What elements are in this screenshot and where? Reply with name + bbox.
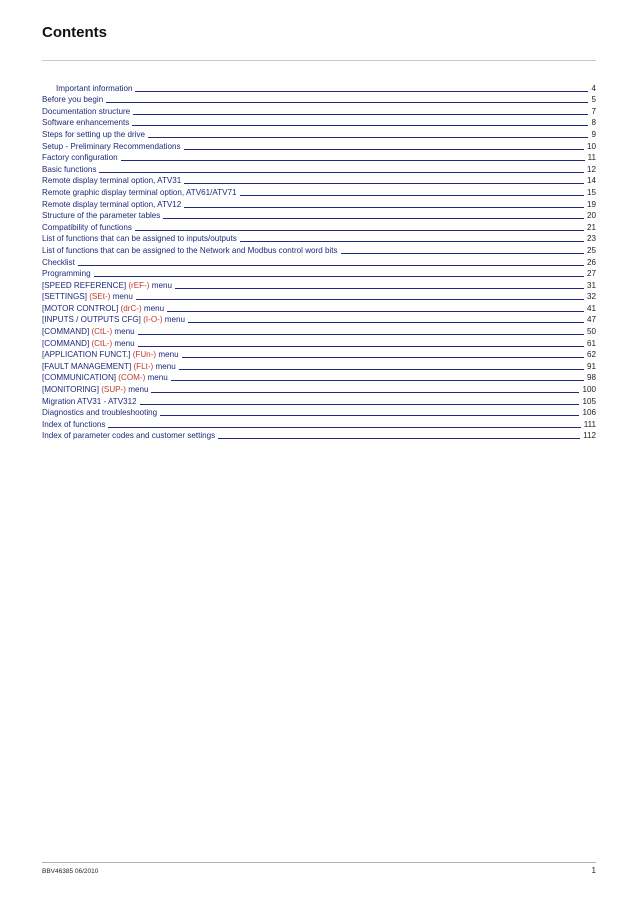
footer-divider bbox=[42, 862, 596, 863]
toc-entry[interactable] bbox=[42, 221, 596, 233]
toc-entry[interactable] bbox=[42, 175, 596, 187]
toc-entry-label bbox=[42, 292, 133, 302]
toc-entry[interactable] bbox=[42, 349, 596, 361]
toc-entry-text: Programming bbox=[42, 269, 91, 279]
toc-leader-line bbox=[138, 334, 584, 335]
toc-leader-line bbox=[179, 369, 584, 370]
toc-entry-text: menu bbox=[156, 350, 179, 360]
toc-entry-label bbox=[42, 408, 157, 418]
toc-entry[interactable] bbox=[42, 383, 596, 395]
toc-leader-line bbox=[78, 265, 584, 266]
toc-entry-label bbox=[42, 142, 181, 152]
toc-entry-page: 4 bbox=[591, 83, 596, 93]
toc-entry-text: menu bbox=[125, 385, 149, 395]
toc-entry-page: 25 bbox=[586, 245, 596, 255]
toc-entry-text: [MONITORING] bbox=[42, 385, 102, 395]
toc-leader-line bbox=[121, 160, 585, 161]
toc-entry-label bbox=[42, 315, 185, 325]
toc-entry-text: Setup - Preliminary Recommendations bbox=[42, 141, 181, 151]
toc-entry-text: List of functions that can be assigned to inputs/outputs bbox=[42, 234, 237, 244]
toc-entry-page: 98 bbox=[586, 373, 596, 383]
toc-entry-label bbox=[42, 385, 148, 395]
toc-leader-line bbox=[184, 149, 584, 150]
toc-entry-label bbox=[42, 211, 160, 221]
toc-entry-text: menu bbox=[110, 292, 133, 302]
toc-entry[interactable] bbox=[42, 82, 596, 94]
toc-entry-text: Migration ATV31 - ATV312 bbox=[42, 396, 137, 406]
toc-entry-page: 11 bbox=[587, 153, 596, 163]
toc-entry[interactable] bbox=[42, 105, 596, 117]
footer-doc-reference: BBV46385 06/2010 bbox=[42, 868, 99, 875]
toc-entry[interactable] bbox=[42, 94, 596, 106]
toc-entry[interactable] bbox=[42, 268, 596, 280]
toc-leader-line bbox=[184, 183, 584, 184]
toc-entry-label bbox=[42, 200, 181, 210]
toc-entry-text: [MOTOR CONTROL] bbox=[42, 303, 121, 313]
toc-entry-text: [COMMAND] bbox=[42, 327, 92, 337]
toc-entry-text: Remote display terminal option, ATV12 bbox=[42, 199, 182, 209]
toc-entry-text: menu bbox=[112, 327, 135, 337]
toc-entry[interactable] bbox=[42, 279, 596, 291]
toc-entry-text: Diagnostics and troubleshooting bbox=[42, 408, 158, 418]
toc-entry-page: 9 bbox=[591, 129, 596, 139]
toc-entry[interactable] bbox=[42, 140, 596, 152]
toc-entry-page: 26 bbox=[586, 257, 596, 267]
toc-entry-text: Index of functions bbox=[42, 419, 106, 429]
toc-entry-text: Software enhancements bbox=[42, 118, 130, 128]
toc-entry-label bbox=[42, 258, 75, 268]
toc-entry[interactable] bbox=[42, 198, 596, 210]
toc-entry[interactable] bbox=[42, 163, 596, 175]
toc-leader-line bbox=[140, 404, 580, 405]
toc-entry-page: 105 bbox=[582, 396, 596, 406]
toc-entry-label bbox=[42, 269, 91, 279]
toc-entry[interactable] bbox=[42, 233, 596, 245]
toc-entry-label bbox=[42, 246, 338, 256]
toc-entry[interactable] bbox=[42, 337, 596, 349]
toc-entry[interactable] bbox=[42, 430, 596, 442]
toc-entry-text: Remote display terminal option, ATV31 bbox=[42, 176, 182, 186]
toc-entry[interactable] bbox=[42, 186, 596, 198]
toc-entry-label bbox=[42, 431, 215, 441]
toc-entry-text: menu bbox=[141, 303, 165, 313]
toc-entry-label bbox=[42, 350, 179, 360]
toc-entry-label bbox=[42, 118, 129, 128]
toc-entry-label bbox=[42, 420, 105, 430]
toc-leader-line bbox=[133, 114, 588, 115]
toc-entry-page: 8 bbox=[591, 118, 596, 128]
toc-entry-label bbox=[42, 130, 145, 140]
toc-entry-text: menu bbox=[145, 373, 168, 383]
toc-leader-line bbox=[240, 195, 584, 196]
toc-entry-page: 61 bbox=[586, 338, 596, 348]
toc-entry-label bbox=[42, 153, 118, 163]
toc-entry-code: (SEt-) bbox=[89, 292, 111, 302]
toc-entry-text: Compatibility of functions bbox=[42, 222, 132, 232]
toc-entry-code: (rEF-) bbox=[128, 280, 150, 290]
toc-entry-code: (FLt-) bbox=[133, 361, 154, 371]
toc-entry[interactable] bbox=[42, 395, 596, 407]
toc-entry-code: (drC-) bbox=[120, 303, 142, 313]
toc-entry-text: [COMMAND] bbox=[42, 338, 92, 348]
toc-entry-text: List of functions that can be assigned to the Network and Modbus control word bits bbox=[42, 245, 338, 255]
toc-leader-line bbox=[218, 438, 580, 439]
toc-entry-code: (COM-) bbox=[118, 373, 146, 383]
toc-entry[interactable] bbox=[42, 372, 596, 384]
toc-entry-code: (FUn-) bbox=[132, 350, 157, 360]
toc-leader-line bbox=[163, 218, 584, 219]
toc-entry-page: 112 bbox=[583, 431, 596, 441]
toc-entry[interactable] bbox=[42, 117, 596, 129]
toc-entry-page: 31 bbox=[586, 280, 596, 290]
toc-leader-line bbox=[94, 276, 584, 277]
toc-leader-line bbox=[167, 311, 584, 312]
toc-entry-page: 62 bbox=[586, 350, 596, 360]
toc-entry-text: Important information bbox=[56, 83, 133, 93]
footer-page-number: 1 bbox=[591, 866, 596, 875]
table-of-contents bbox=[42, 82, 596, 441]
toc-entry-text: menu bbox=[162, 315, 186, 325]
toc-leader-line bbox=[182, 357, 584, 358]
toc-entry[interactable] bbox=[42, 407, 596, 419]
toc-entry-page: 15 bbox=[586, 187, 596, 197]
toc-entry-page: 106 bbox=[582, 408, 596, 418]
toc-entry-text: Steps for setting up the drive bbox=[42, 129, 146, 139]
toc-entry-page: 50 bbox=[586, 327, 596, 337]
toc-entry-label bbox=[42, 84, 132, 94]
toc-entry-text: menu bbox=[153, 361, 176, 371]
toc-entry-label bbox=[42, 397, 137, 407]
toc-leader-line bbox=[160, 415, 579, 416]
toc-entry[interactable] bbox=[42, 302, 596, 314]
toc-entry-text: [COMMUNICATION] bbox=[42, 373, 119, 383]
toc-entry-label bbox=[42, 281, 172, 291]
toc-entry-label bbox=[42, 107, 130, 117]
header-divider bbox=[42, 60, 596, 61]
toc-leader-line bbox=[135, 230, 584, 231]
toc-entry[interactable] bbox=[42, 314, 596, 326]
toc-entry-page: 23 bbox=[586, 234, 596, 244]
toc-entry-page: 20 bbox=[586, 211, 596, 221]
toc-entry-page: 41 bbox=[586, 303, 596, 313]
toc-entry-text: Structure of the parameter tables bbox=[42, 211, 161, 221]
toc-entry-page: 21 bbox=[586, 222, 596, 232]
toc-entry[interactable] bbox=[42, 152, 596, 164]
toc-leader-line bbox=[136, 299, 584, 300]
toc-entry[interactable] bbox=[42, 244, 596, 256]
toc-entry-code: (CtL-) bbox=[91, 327, 113, 337]
toc-entry-page: 47 bbox=[586, 315, 596, 325]
toc-leader-line bbox=[108, 427, 580, 428]
toc-entry-text: Before you begin bbox=[42, 95, 104, 105]
toc-leader-line bbox=[184, 207, 584, 208]
toc-entry-text: [APPLICATION FUNCT.] bbox=[42, 350, 133, 360]
toc-entry-page: 91 bbox=[586, 361, 596, 371]
toc-entry-label bbox=[42, 234, 237, 244]
toc-entry-code: (CtL-) bbox=[91, 338, 113, 348]
toc-entry-page: 100 bbox=[582, 385, 596, 395]
toc-entry-label bbox=[42, 223, 132, 233]
toc-entry-text: [INPUTS / OUTPUTS CFG] bbox=[42, 315, 144, 325]
toc-entry-text: Basic functions bbox=[42, 164, 97, 174]
toc-entry-label bbox=[42, 95, 103, 105]
toc-entry-page: 27 bbox=[586, 269, 596, 279]
toc-leader-line bbox=[132, 125, 588, 126]
toc-entry-text: Factory configuration bbox=[42, 153, 118, 163]
toc-leader-line bbox=[148, 137, 588, 138]
toc-leader-line bbox=[135, 91, 588, 92]
toc-leader-line bbox=[341, 253, 584, 254]
toc-entry-text: menu bbox=[149, 280, 172, 290]
toc-entry-label bbox=[42, 176, 181, 186]
toc-entry-text: Checklist bbox=[42, 257, 75, 267]
toc-entry-label bbox=[42, 165, 96, 175]
page-title: Contents bbox=[42, 24, 107, 41]
toc-entry-label bbox=[42, 373, 168, 383]
toc-entry-code: (SUP-) bbox=[101, 385, 126, 395]
toc-entry[interactable] bbox=[42, 291, 596, 303]
toc-entry-page: 5 bbox=[591, 95, 596, 105]
toc-entry-label bbox=[42, 188, 237, 198]
toc-entry-page: 12 bbox=[586, 164, 596, 174]
toc-leader-line bbox=[171, 380, 584, 381]
toc-leader-line bbox=[188, 322, 584, 323]
toc-entry-label bbox=[42, 304, 164, 314]
toc-entry-page: 19 bbox=[586, 199, 596, 209]
toc-entry-text: Remote graphic display terminal option, ATV61/ATV71 bbox=[42, 187, 237, 197]
toc-leader-line bbox=[138, 346, 584, 347]
toc-entry-text: [SETTINGS] bbox=[42, 292, 90, 302]
toc-entry-page: 7 bbox=[591, 106, 596, 116]
toc-entry-page: 111 bbox=[583, 419, 596, 429]
toc-entry[interactable] bbox=[42, 210, 596, 222]
toc-leader-line bbox=[99, 172, 584, 173]
toc-entry-label bbox=[42, 362, 176, 372]
toc-entry-page: 14 bbox=[586, 176, 596, 186]
toc-entry-text: menu bbox=[112, 338, 135, 348]
toc-entry[interactable] bbox=[42, 325, 596, 337]
toc-entry-text: [FAULT MANAGEMENT] bbox=[42, 361, 134, 371]
toc-entry-text: Index of parameter codes and customer settings bbox=[42, 431, 216, 441]
toc-leader-line bbox=[175, 288, 584, 289]
toc-entry-text: Documentation structure bbox=[42, 106, 131, 116]
toc-leader-line bbox=[151, 392, 579, 393]
toc-entry[interactable] bbox=[42, 360, 596, 372]
toc-entry-page: 10 bbox=[586, 141, 596, 151]
toc-leader-line bbox=[106, 102, 588, 103]
toc-entry[interactable] bbox=[42, 128, 596, 140]
toc-entry-text: [SPEED REFERENCE] bbox=[42, 280, 129, 290]
toc-entry-page: 32 bbox=[586, 292, 596, 302]
toc-leader-line bbox=[240, 241, 584, 242]
toc-entry-code: (I-O-) bbox=[143, 315, 163, 325]
toc-entry-label bbox=[42, 327, 135, 337]
toc-entry-label bbox=[42, 339, 135, 349]
toc-entry[interactable] bbox=[42, 418, 596, 430]
toc-entry[interactable] bbox=[42, 256, 596, 268]
